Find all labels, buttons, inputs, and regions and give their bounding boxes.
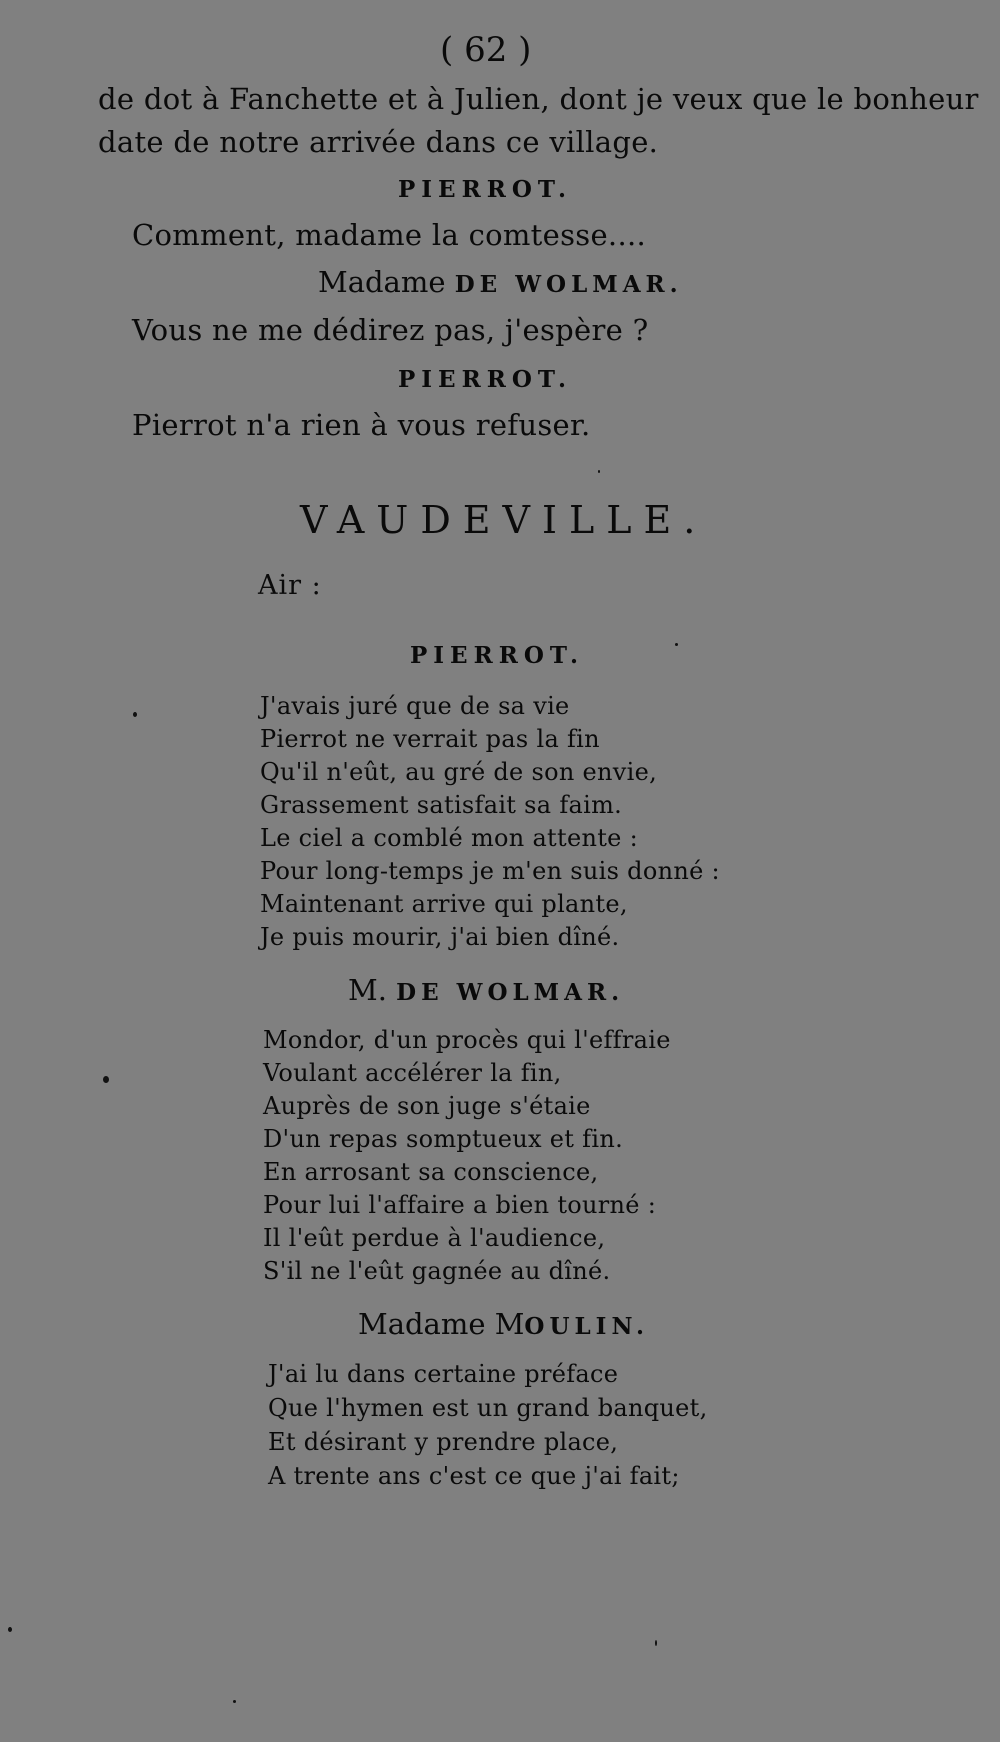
prose-line-1: de dot à Fanchette et à Julien, dont je veux que le bonheur [98,82,979,116]
scan-speck [598,470,600,473]
vaudeville-title: VAUDEVILLE. [300,498,708,542]
verse-line: D'un repas somptueux et fin. [263,1125,624,1153]
speaker-caps: DE WOLMAR. [396,979,625,1006]
verse-line: J'ai lu dans certaine préface [268,1360,619,1388]
verse-line: Je puis mourir, j'ai bien dîné. [260,923,620,951]
speaker-prefix: Madame M [358,1307,525,1341]
verse-line: Que l'hymen est un grand banquet, [268,1394,708,1422]
verse-line: Le ciel a comblé mon attente : [260,824,638,852]
couplet-speaker: PIERROT. [410,642,585,669]
scan-speck [103,1076,109,1083]
scan-speck [133,712,137,717]
speaker-caps: DE WOLMAR. [454,271,683,298]
verse-line: Et désirant y prendre place, [268,1428,619,1456]
verse-line: Pour long-temps je m'en suis donné : [260,857,720,885]
speaker-prefix: Madame [318,265,455,299]
couplet-speaker [358,1307,649,1341]
verse-line: Auprès de son juge s'étaie [263,1092,591,1120]
dialogue-line: Vous ne me dédirez pas, j'espère ? [132,313,649,347]
speaker-pierrot: PIERROT. [398,366,573,393]
scan-speck [233,1700,236,1703]
dialogue-line: Comment, madame la comtesse.... [132,218,646,252]
couplet-speaker [348,973,624,1007]
verse-line: En arrosant sa conscience, [263,1158,599,1186]
speaker-prefix: M. [348,973,397,1007]
verse-line: Maintenant arrive qui plante, [260,890,628,918]
prose-line-2: date de notre arrivée dans ce village. [98,125,659,159]
air-label: Air : [258,570,322,601]
scan-speck [8,1627,12,1632]
verse-line: A trente ans c'est ce que j'ai fait; [268,1462,680,1490]
page-number: ( 62 ) [440,30,532,70]
verse-line: Grassement satisfait sa faim. [260,791,623,819]
dialogue-line: Pierrot n'a rien à vous refuser. [132,408,591,442]
verse-line: Qu'il n'eût, au gré de son envie, [260,758,658,786]
speaker-pierrot: PIERROT. [398,176,573,203]
scan-speck [675,643,678,646]
verse-line: S'il ne l'eût gagnée au dîné. [263,1257,611,1285]
verse-line: Mondor, d'un procès qui l'effraie [263,1026,671,1054]
verse-line: J'avais juré que de sa vie [260,692,570,720]
speaker-madame-de-wolmar [318,265,683,299]
verse-line: Pierrot ne verrait pas la fin [260,725,600,753]
verse-line: Pour lui l'affaire a bien tourné : [263,1191,657,1219]
speaker-caps: OULIN. [524,1313,650,1340]
verse-line: Voulant accélérer la fin, [263,1059,562,1087]
verse-line: Il l'eût perdue à l'audience, [263,1224,606,1252]
scan-speck [655,1640,657,1646]
